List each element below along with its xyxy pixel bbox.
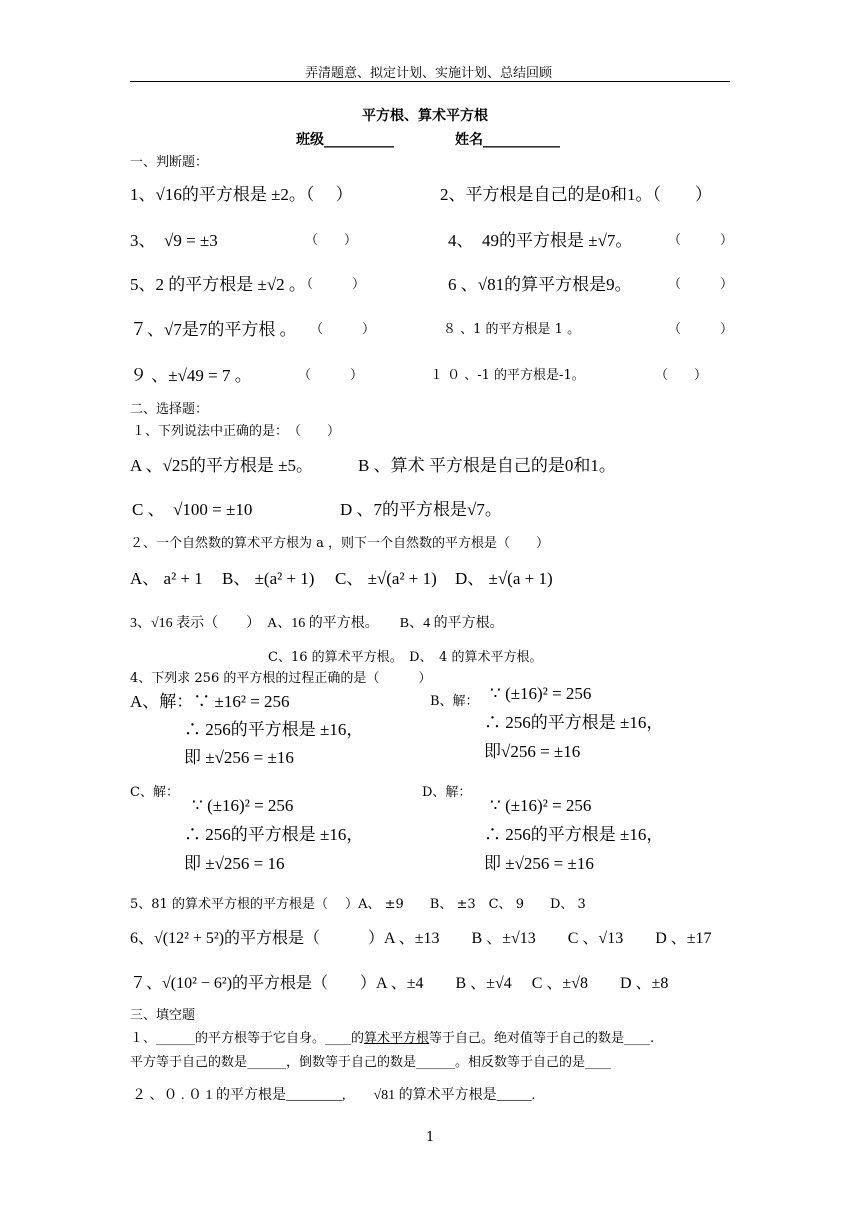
s2-q4-c-line-1: ∵ (±16)² = 256	[192, 796, 294, 815]
s2-q4-d-line-3: 即 ±√256 = ±16	[484, 854, 594, 873]
s3-question-2: ２ 、０ . ０ 1 的平方根是________, √81 的算术平方根是_____.	[132, 1088, 536, 1103]
s2-question-5: 5、81 的算术平方根的平方根是（ ）A、 ±9 B、 ±3 C、 9 D、 3	[130, 897, 586, 912]
s2-q4-b-line-3: 即√256 = ±16	[484, 742, 581, 761]
s2-q4-b-line-2: ∴ 256的平方根是 ±16，	[484, 713, 664, 732]
s3-q1-text-a: １、______的平方根等于它自身。____的	[130, 1031, 365, 1046]
s2-q1-option-a: A 、√25的平方根是 ±5。	[130, 456, 313, 475]
class-label: 班级__________	[296, 132, 394, 148]
s2-q2-option-d: D、 ±√(a + 1)	[455, 569, 553, 588]
s2-q4-b-label: B、解：	[430, 694, 479, 709]
s3-q1-underlined: 算术平方根	[364, 1031, 430, 1046]
s2-question-1: １、下列说法中正确的是： （ ）	[132, 424, 341, 439]
s2-q4-c-line-2: ∴ 256的平方根是 ±16，	[184, 825, 364, 844]
s1-question-4: 4、 49的平方根是 ±√7。	[448, 231, 633, 250]
s2-q4-d-label: D、解：	[422, 785, 472, 800]
s1-question-6-blank: （ ）	[668, 277, 734, 292]
s2-q1-option-c: C 、 √100 = ±10	[132, 500, 253, 519]
s3-q1-text-b: 等于自己。绝对值等于自己的数是____.	[429, 1031, 655, 1046]
s1-question-4-blank: （ ）	[668, 233, 734, 248]
section-1-heading: 一、判断题：	[130, 155, 209, 170]
header-rule	[130, 81, 730, 82]
s2-q4-c-line-3: 即 ±√256 = 16	[184, 854, 285, 873]
section-3-heading: 三、填空题	[130, 1008, 196, 1023]
s2-q1-option-b: B 、算术 平方根是自己的是0和1。	[358, 456, 616, 475]
s2-q4-a-line-2: ∴ 256的平方根是 ±16，	[184, 720, 364, 739]
s1-question-7-blank: （ ）	[310, 322, 376, 337]
s1-question-10: １ ０ 、-1 的平方根是-1。	[430, 368, 585, 383]
s2-q2-option-a: A、 a² + 1	[130, 569, 203, 588]
s2-question-2: ２、一个自然数的算术平方根为 a ，则下一个自然数的平方根是（ ）	[130, 536, 550, 551]
s2-question-3: 3、√16 表示（ ） A、16 的平方根。 B、4 的平方根。	[130, 616, 504, 631]
s3-question-1-line-2: 平方等于自己的数是______，倒数等于自己的数是______。相反数等于自己的是____	[130, 1055, 612, 1070]
s1-question-8: ８ 、1 的平方根是 1 。	[443, 322, 581, 337]
s2-question-7: ７、√(10² − 6²)的平方根是（ ）A 、±4 B 、±√4 C 、±√8 D 、±8	[130, 975, 669, 992]
s1-question-1: 1、√16的平方根是 ±2。（ ）	[130, 185, 353, 204]
s1-question-3: 3、 √9 = ±3	[130, 231, 218, 250]
s2-q2-option-b: B、 ±(a² + 1)	[222, 569, 315, 588]
s1-question-9-blank: （ ）	[298, 368, 364, 383]
s1-question-5: 5、2 的平方根是 ±√2 。	[130, 275, 306, 294]
s2-q4-b-line-1: ∵ (±16)² = 256	[490, 684, 592, 703]
s2-q4-d-line-2: ∴ 256的平方根是 ±16，	[484, 825, 664, 844]
s3-question-1-line-1	[130, 1031, 654, 1047]
s2-q4-c-label: C、解：	[130, 785, 179, 800]
s1-question-6: 6 、√81的算平方根是9。	[448, 275, 632, 294]
s1-question-3-blank: （ ）	[305, 233, 358, 248]
s2-q4-a-line-1: A、解：∵ ±16² = 256	[130, 692, 290, 711]
s1-question-9: ９ 、±√49 = 7 。	[130, 366, 252, 385]
s2-q4-a-line-3: 即 ±√256 = ±16	[184, 748, 294, 767]
page-number: 1	[426, 1130, 435, 1145]
s2-q3-options-cd: C、16 的算术平方根。 D、 4 的算术平方根。	[268, 650, 543, 665]
page-header: 弄清题意、拟定计划、实施计划、总结回顾	[305, 66, 553, 81]
s1-question-2: 2、平方根是自己的是0和1。（ ）	[440, 185, 712, 204]
s1-question-10-blank: （ ）	[655, 368, 708, 383]
s2-q4-d-line-1: ∵ (±16)² = 256	[490, 796, 592, 815]
s1-question-8-blank: （ ）	[668, 322, 734, 337]
s1-question-7: ７、√7是7的平方根 。	[130, 320, 297, 339]
s2-question-6: 6、√(12² + 5²)的平方根是（ ）A 、±13 B 、±√13 C 、√13 D 、±17	[130, 930, 712, 947]
name-label: 姓名___________	[455, 132, 560, 148]
s2-q1-option-d: D 、7的平方根是√7。	[340, 500, 502, 519]
s2-question-4: 4、下列求 256 的平方根的过程正确的是（ ）	[130, 671, 432, 686]
s1-question-5-blank: （ ）	[300, 277, 366, 292]
page-title: 平方根、算术平方根	[362, 108, 488, 124]
s2-q2-option-c: C、 ±√(a² + 1)	[335, 569, 437, 588]
section-2-heading: 二、选择题：	[130, 402, 209, 417]
